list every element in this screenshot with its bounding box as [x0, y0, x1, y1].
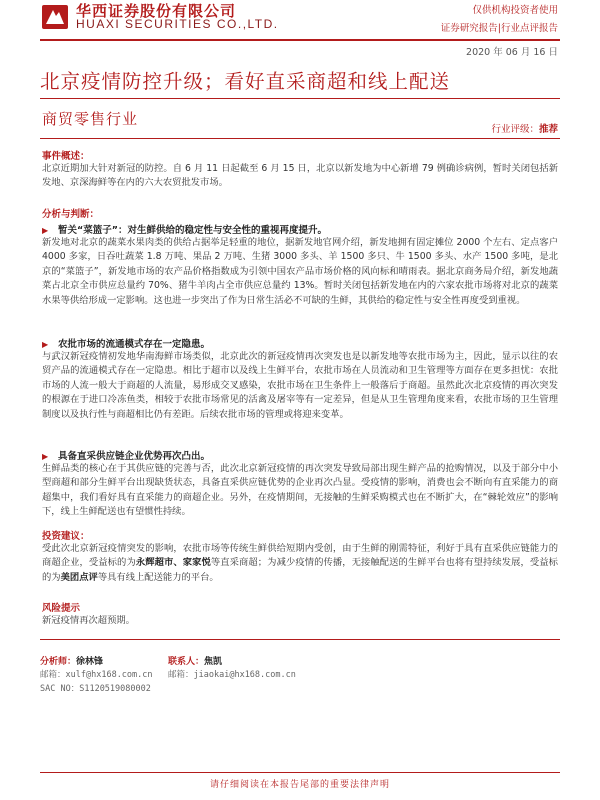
contact-email[interactable]: jiaokai@hx168.com.cn: [193, 670, 296, 680]
advice-post: 等具有线上配送能力的平台。: [97, 571, 219, 583]
advice-pre: 受此次北京新冠疫情突发的影响，农批市场等传统生鲜供给短期内受创，由于生鲜的刚需特征，利好于具有直采供应链能力的商超企业，受益标的为: [42, 543, 558, 569]
contact-name: 焦凯: [204, 657, 223, 667]
analyst-block: [40, 654, 560, 704]
bullet-icon: ▶: [42, 226, 49, 235]
contact-email-row: [168, 668, 296, 680]
analyst-email-label: 邮箱：: [40, 670, 66, 680]
analyst-label: 分析师：: [40, 657, 77, 667]
industry-name: 商贸零售行业: [42, 110, 139, 128]
advice-mid: 等直采商超；为减少疫情的传播，无接触配送的生鲜平台也将有望持续发展，受益标的为: [42, 557, 558, 583]
event-section-title: 事件概述：: [42, 151, 90, 162]
analyst-sac-row: [40, 682, 151, 694]
point1-heading: [42, 222, 558, 236]
point3-heading: [42, 448, 558, 462]
rating-label: 行业评级：: [491, 124, 539, 135]
analyst-email[interactable]: xulf@hx168.com.cn: [65, 670, 153, 680]
footer-divider: [40, 772, 560, 773]
legal-notice: 请仔细阅读在本报告尾部的重要法律声明: [209, 780, 390, 790]
audience-note: 仅供机构投资者使用: [472, 5, 558, 16]
advice-highlight-1: 永辉超市、家家悦: [135, 557, 211, 569]
contact-email-label: 邮箱：: [168, 670, 194, 680]
advice-highlight-2: 美团点评: [60, 571, 98, 583]
analyst-email-row: [40, 668, 153, 680]
contact-row: [168, 654, 222, 667]
report-header: [0, 0, 600, 40]
risk-text: 新冠疫情再次超预期。: [42, 615, 135, 626]
analyst-sac-label: SAC NO：: [40, 684, 80, 694]
report-title: 北京疫情防控升级；看好直采商超和线上配送: [40, 70, 451, 93]
point2-title: 农批市场的流通模式存在一定隐患。: [58, 339, 211, 350]
report-type: 证券研究报告|行业点评报告: [440, 23, 558, 34]
huaxi-logo-icon: [40, 2, 70, 32]
point1-title: 暂关“菜篮子”：对生鲜供给的稳定性与安全性的重视再度提升。: [58, 225, 327, 236]
point2-text: 与武汉新冠疫情初发地华南海鲜市场类似，北京此次的新冠疫情再次突发也是以新发地等农批市场为主，因此，显示以往的农贸产品的流通模式存在一定隐患。相比于超市以及线上生鲜平台，农批市场在人员流动和卫生管理等方面存在更多担忧：农批市场的人流一般大于商超的人流量，易形成交叉感染，农批市场在卫生条件上一般落后于商超。虽然此次北京疫情的再次突发的根源在于进口冷冻鱼类，相较于农批市场常见的活禽及屠宰等有一定差异，但是从卫生管理角度来看，农批市场的卫生管理制度以及执行性与商超相比仍有差距。后续农批市场的管理或将迎来变革。: [42, 351, 558, 420]
point3-title: 具备直采供应链企业优势再次凸出。: [58, 451, 211, 462]
company-name-cn: 华西证券股份有限公司: [76, 2, 237, 20]
report-date: 2020 年 06 月 16 日: [466, 47, 558, 58]
advice-text: [42, 542, 558, 585]
analyst-sac: S1120519080002: [79, 684, 151, 694]
analyst-name: 徐林锋: [76, 657, 104, 667]
company-name-en: HUAXI SECURITIES CO.,LTD.: [76, 17, 279, 31]
bullet-icon: ▶: [42, 340, 49, 349]
advice-section-title: 投资建议：: [42, 531, 90, 542]
point2-heading: [42, 336, 558, 350]
analyst-row: [40, 654, 103, 667]
bullet-icon: ▶: [42, 452, 49, 461]
point1-text: 新发地对北京的蔬菜水果肉类的供给占据举足轻重的地位，据新发地官网介绍，新发地拥有固定摊位 2000 个左右、定点客户 4000 多家，日吞吐蔬菜 1.8 万吨、果品 2 万吨、生猪 3000 多头、羊 1500 多只、牛 1500 多头、水产 1500 多吨，是北京的“菜篮子”，新发地市场的农产品价格指数成为引领中国农产品市场价格的风向标和晴雨表。据北京商务局介绍，新发地蔬菜占北京全市供应总量约 70%、猪牛羊肉占全市供应总量约 13%。暂时关闭包括新发地在内的六家农批市场将对北京的蔬菜水果等供给形成一定影响。这也进一步突出了作为日常生活必不可缺的生鲜，其供给的稳定性与安全性再度受到重视。: [42, 237, 558, 306]
point3-text: 生鲜品类的核心在于其供应链的完善与否，此次北京新冠疫情的再次突发导致局部出现生鲜产品的抢购情况，以及于部分中小型商超和部分生鲜平台出现缺货状态，具备直采供应链优势的企业再次凸显。受疫情的影响，消费也会不断向有直采能力的商超集中，我们看好具有直采能力的商超企业。另外，在疫情期间，无接触的生鲜采购模式也在不断扩大，在“棘轮效应”的影响下，线上生鲜配送也有望惯性持续。: [42, 463, 558, 518]
analysis-section-title: 分析与判断：: [42, 209, 100, 220]
event-text: 北京近期加大针对新冠的防控。自 6 月 11 日起截至 6 月 15 日，北京以新发地为中心新增 79 例确诊病例，暂时关闭包括新发地、京深海鲜等在内的六大农贸批发市场。: [42, 163, 558, 189]
risk-section-title: 风险提示: [42, 603, 81, 614]
rating-value: 推荐: [538, 124, 558, 135]
industry-rating: [491, 121, 558, 135]
title-divider: [40, 98, 560, 99]
header-divider: [40, 39, 560, 41]
contact-label: 联系人：: [168, 657, 205, 667]
